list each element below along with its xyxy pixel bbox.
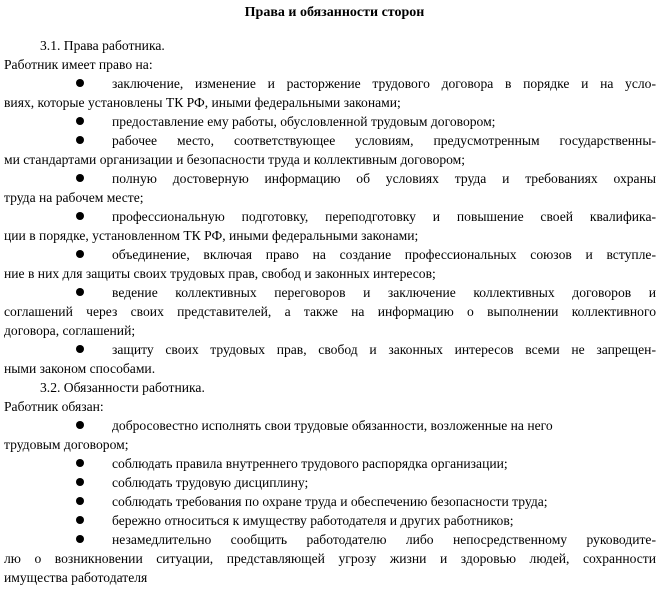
bullet-icon	[76, 497, 84, 505]
list-item-line: полную достоверную информацию об условиях труда и требованиях охраны	[112, 171, 656, 186]
list-item-line: заключение, изменение и расторжение трудового договора в порядке и на усло-	[112, 76, 656, 91]
list-item-line: незамедлительно сообщить работодателю либо непосредственному руководите-	[112, 532, 656, 547]
list-item-line: предоставление ему работы, обусловленной трудовым договором;	[112, 114, 496, 129]
section-2-heading: 3.2. Обязанности работника.	[40, 380, 205, 395]
list-item-line: трудовым договором;	[4, 437, 129, 452]
bullet-icon	[76, 345, 84, 353]
list-item-line: ние в них для защиты своих трудовых прав, свобод и законных интересов;	[4, 266, 436, 281]
bullet-icon	[76, 535, 84, 543]
bullet-icon	[76, 421, 84, 429]
bullet-icon	[76, 174, 84, 182]
document-title: Права и обязанности сторон	[244, 5, 425, 20]
bullet-icon	[76, 212, 84, 220]
bullet-icon	[76, 250, 84, 258]
bullet-icon	[76, 459, 84, 467]
list-item-line: профессиональную подготовку, переподготовку и повышение своей квалифика-	[112, 209, 656, 224]
list-item-line: ными законом способами.	[4, 361, 156, 376]
list-item-line: соглашений через своих представителей, а также на информацию о выполнении коллективного	[4, 304, 656, 319]
list-item-line: соблюдать требования по охране труда и обеспечению безопасности труда;	[112, 494, 548, 509]
section-1-heading: 3.1. Права работника.	[40, 38, 165, 53]
bullet-icon	[76, 288, 84, 296]
list-item-line: добросовестно исполнять свои трудовые обязанности, возложенные на него	[112, 418, 553, 433]
list-item-line: ведение коллективных переговоров и заключение коллективных договоров и	[112, 285, 656, 300]
bullet-icon	[76, 136, 84, 144]
list-item-line: бережно относиться к имуществу работодателя и других работников;	[112, 513, 514, 528]
list-item-line: труда на рабочем месте;	[4, 190, 144, 205]
list-item-line: соблюдать трудовую дисциплину;	[112, 475, 309, 490]
list-item-line: рабочее место, соответствующее условиям, предусмотренным государственны-	[112, 133, 656, 148]
list-item-line: лю о возникновении ситуации, представляющей угрозу жизни и здоровью людей, сохранности	[4, 551, 656, 566]
list-item-line: объединение, включая право на создание профессиональных союзов и вступле-	[112, 247, 656, 262]
section-2-intro: Работник обязан:	[4, 399, 104, 414]
bullet-icon	[76, 516, 84, 524]
section-1-intro: Работник имеет право на:	[4, 57, 153, 72]
list-item-line: договора, соглашений;	[4, 323, 136, 338]
list-item-line: ми стандартами организации и безопасности труда и коллективным договором;	[4, 152, 466, 167]
list-item-line: ции в порядке, установленном ТК РФ, иными федеральными законами;	[4, 228, 419, 243]
list-item-line: защиту своих трудовых прав, свобод и законных интересов всеми не запрещен-	[112, 342, 656, 357]
list-item-line: виях, которые установлены ТК РФ, иными федеральными законами;	[4, 95, 401, 110]
list-item-line: имущества работодателя	[4, 570, 148, 585]
bullet-icon	[76, 79, 84, 87]
bullet-icon	[76, 117, 84, 125]
list-item-line: соблюдать правила внутреннего трудового распорядка организации;	[112, 456, 508, 471]
bullet-icon	[76, 478, 84, 486]
